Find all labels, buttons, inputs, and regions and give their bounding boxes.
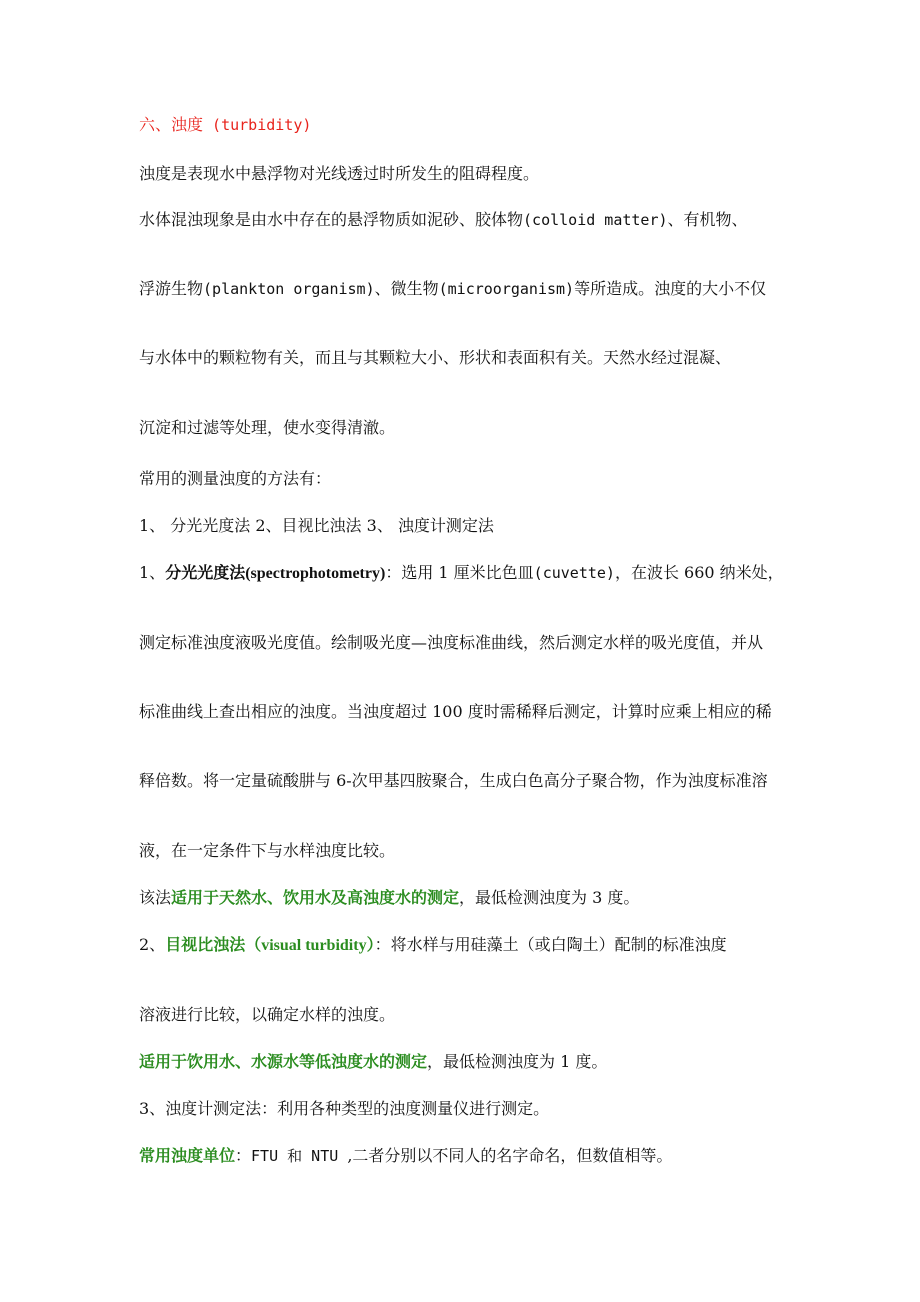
method1-line3: 标准曲线上查出相应的浊度。当浊度超过 100 度时需稀释后测定，计算时应乘上相应的稀 [139,702,772,721]
method3-line1: 3、浊度计测定法：利用各种类型的浊度测量仪进行测定。 [139,1099,550,1118]
method1-name: 分光光度法 [165,563,246,582]
method1-applies-prefix: 该法 [139,888,172,907]
para1-text: 、微生物 [374,279,439,298]
units-rest: ,二者分别以不同人的名字命名，但数值相等。 [347,1146,673,1165]
para1-latin: (microorganism) [438,280,575,298]
method2-applies-rest: ，最低检测浊度为 1 度。 [427,1052,608,1071]
method2-text: ：将水样与用硅藻土（或白陶土）配制的标准浊度 [374,935,727,954]
method2-close: ） [366,935,375,954]
methods-list-item: 2、目视比浊法 [255,516,367,535]
para1-text: 浮游生物 [139,279,204,298]
method2-applies [139,1050,789,1073]
para1-latin: (colloid matter) [523,211,668,229]
method2-label: 2、 [139,935,166,954]
method2-line2: 溶液进行比较，以确定水样的浊度。 [139,1005,396,1024]
units-names: FTU 和 NTU [251,1147,348,1165]
method1-line5: 液，在一定条件下与水样浊度比较。 [139,841,396,860]
para1-line3: 与水体中的颗粒物有关，而且与其颗粒大小、形状和表面积有关。天然水经过混凝、 [139,348,732,367]
para1-text: 水体混浊现象是由水中存在的悬浮物质如泥砂、胶体物 [139,210,524,229]
para1-text: 、有机物、 [667,210,748,229]
method2-latin: visual turbidity [261,937,367,954]
method1-line1 [139,561,789,585]
para1-line4: 沉淀和过滤等处理，使水变得清澈。 [139,418,396,437]
method2-name: 目视比浊法（ [165,935,262,954]
method1-applies-rest: ，最低检测浊度为 3 度。 [459,888,640,907]
heading-prefix: 六、浊度 [139,115,204,134]
para1-line2 [139,277,789,301]
method1-cuvette: (cuvette) [533,564,615,582]
method2-line1 [139,933,789,957]
para1-line1 [139,208,789,232]
method1-text: ：选用 1 厘米比色皿 [385,563,534,582]
method1-applies-highlight: 适用于天然水、饮用水及高浊度水的测定 [171,888,460,907]
methods-list-item: 3、 浊度计测定法 [366,516,494,535]
section-heading [139,113,789,137]
method2-applies-highlight: 适用于饮用水、水源水等低浊度水的测定 [139,1052,428,1071]
method1-applies [139,886,789,909]
para1-text: 等所造成。浊度的大小不仅 [574,279,767,298]
units-label: 常用浊度单位 [139,1146,236,1165]
heading-latin: (turbidity) [203,116,312,134]
methods-list [139,514,789,537]
method1-text: ，在波长 660 纳米处， [614,563,784,582]
method1-label: 1、 [139,563,166,582]
method1-line2: 测定标准浊度液吸光度值。绘制吸光度—浊度标准曲线，然后测定水样的吸光度值，并从 [139,633,764,652]
method1-latin: (spectrophotometry) [245,565,386,582]
methods-intro: 常用的测量浊度的方法有： [139,469,332,488]
units-line [139,1144,789,1168]
para1-latin: (plankton organism) [203,280,375,298]
definition-paragraph: 浊度是表现水中悬浮物对光线透过时所发生的阻碍程度。 [139,164,540,183]
units-colon: ： [235,1146,252,1165]
methods-list-item: 1、 分光光度法 [139,516,256,535]
method1-line4: 释倍数。将一定量硫酸肼与 6-次甲基四胺聚合，生成白色高分子聚合物，作为浊度标准溶 [139,771,768,790]
